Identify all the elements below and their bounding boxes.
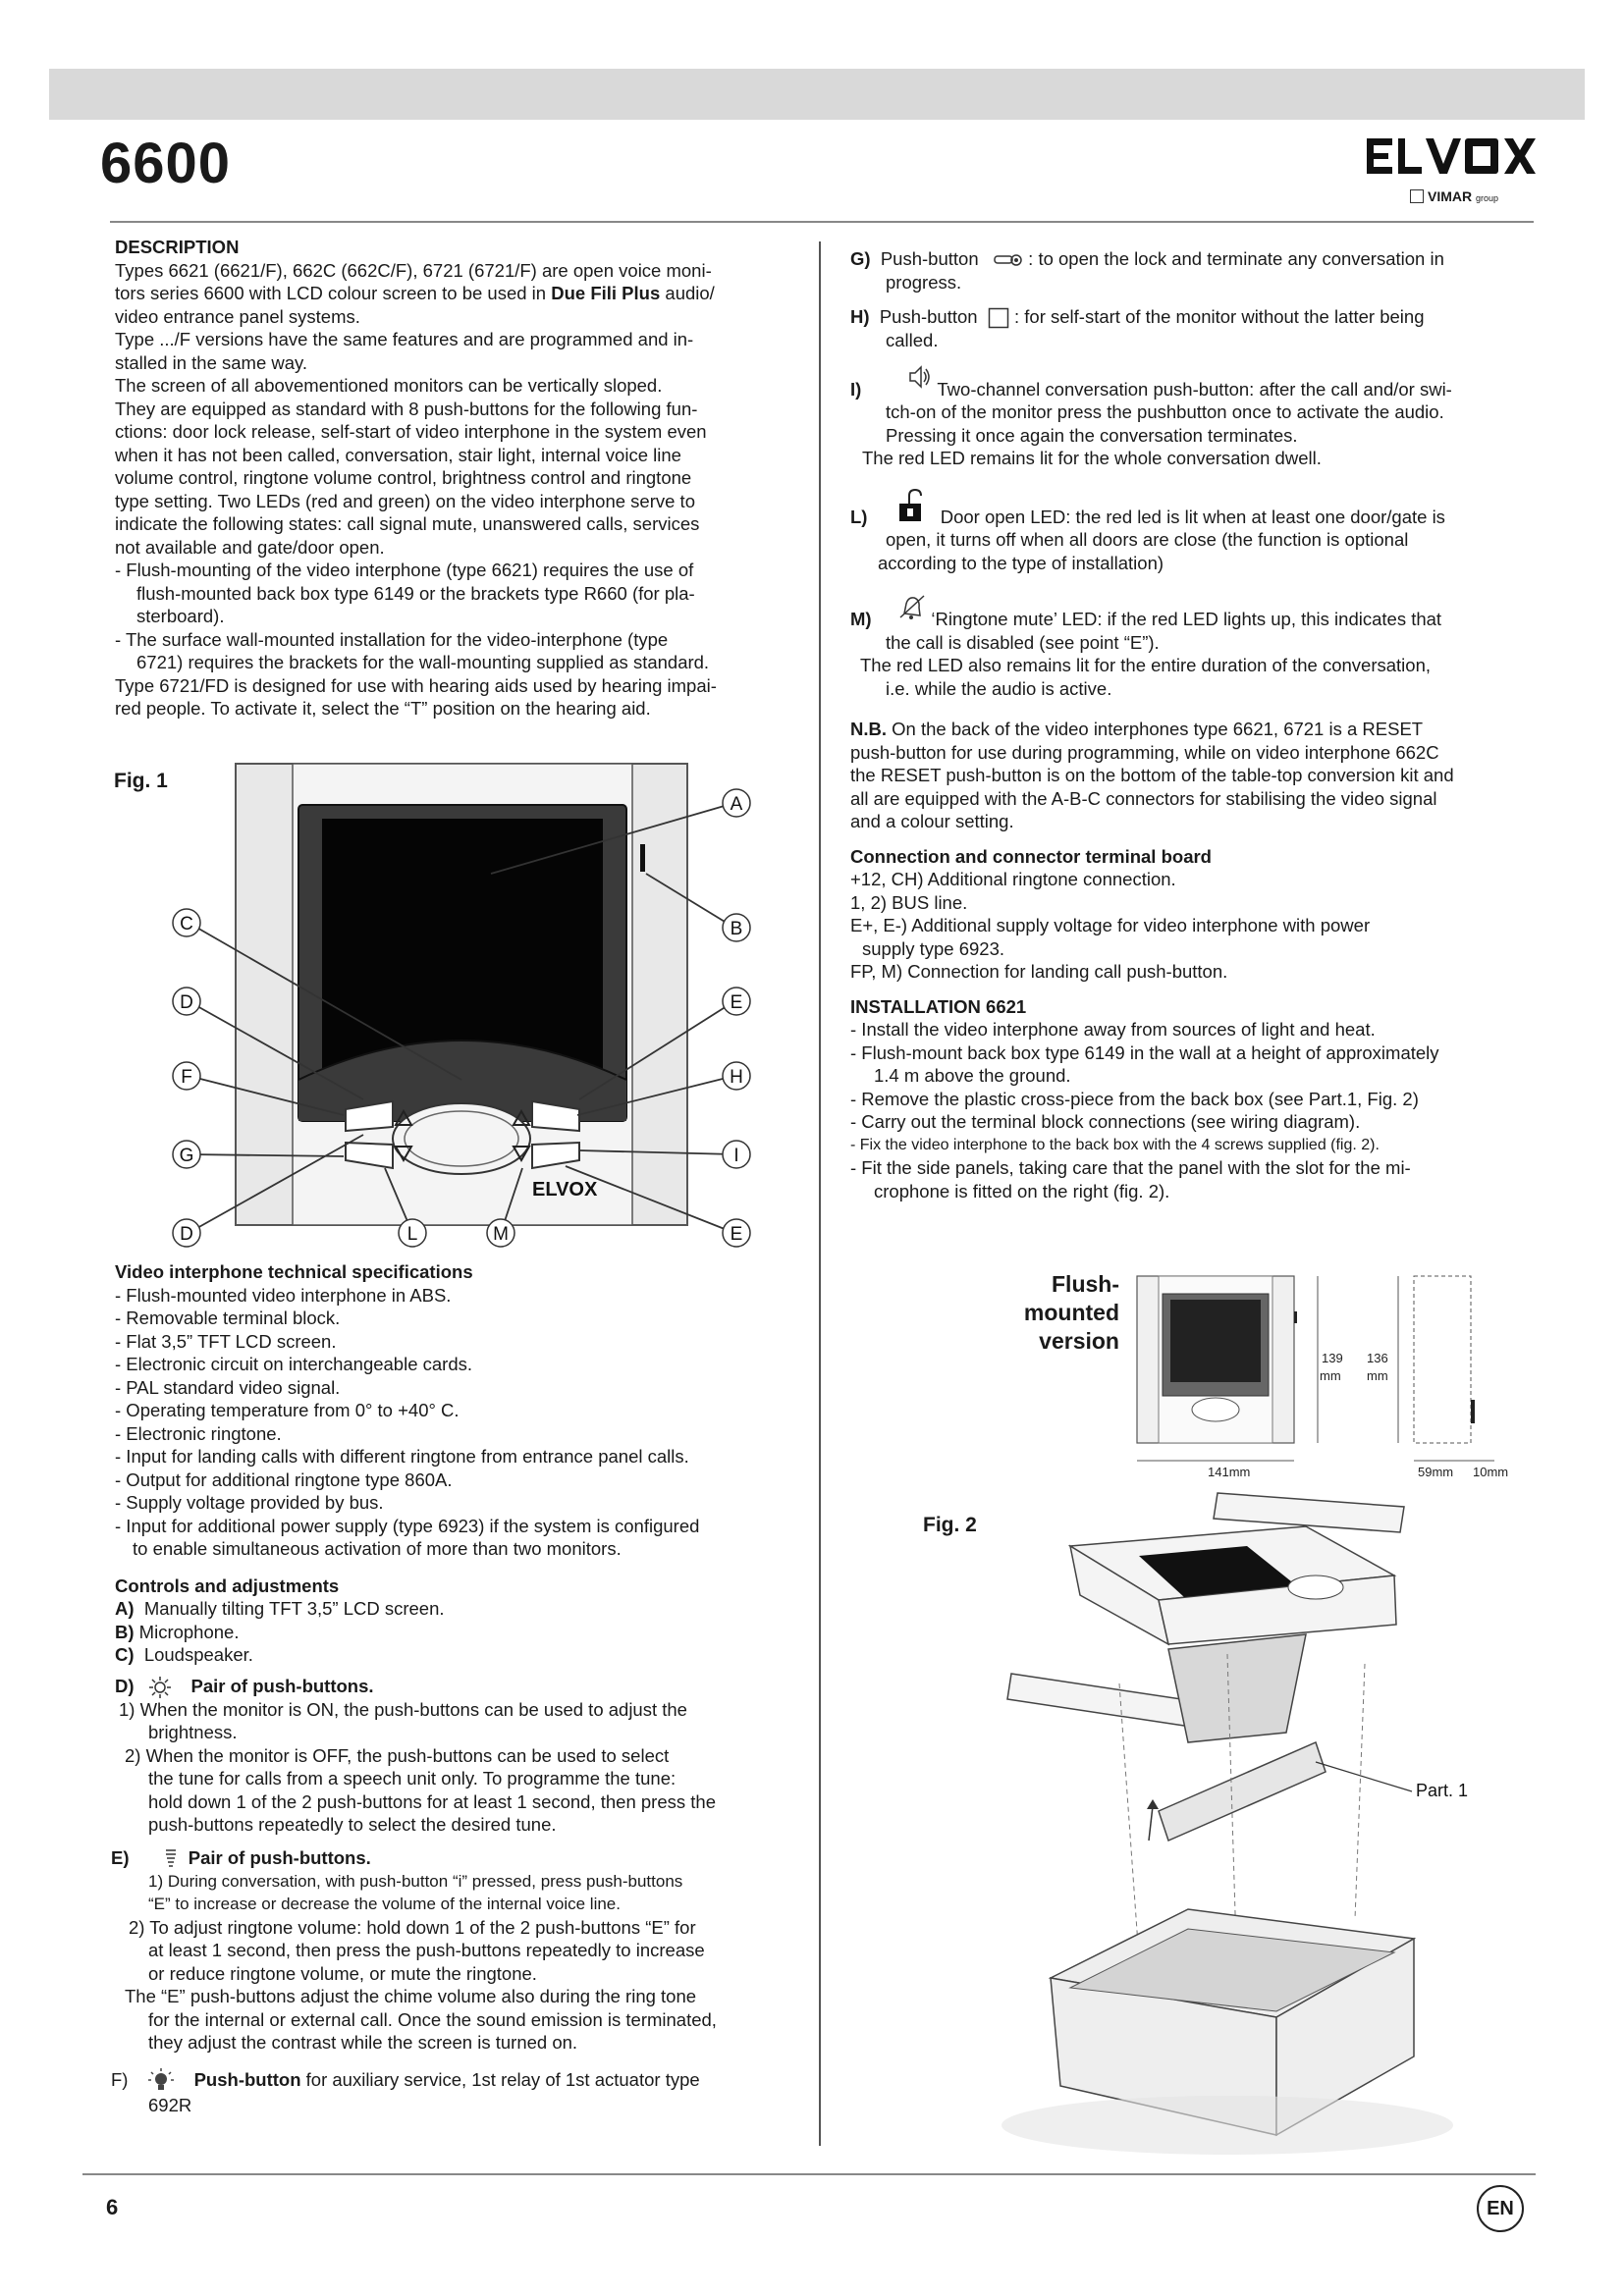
light-bulb-icon	[148, 2068, 174, 2094]
controls-title: Controls and adjustments	[115, 1575, 340, 1596]
text-line: and a colour setting.	[850, 811, 1014, 832]
control-m: M) ‘Ringtone mute’ LED: if the red LED lights up, this indicates that	[850, 592, 1538, 631]
page-number: 6	[106, 2195, 119, 2219]
callout-e-bottom: E	[730, 1224, 743, 1245]
callout-i: I	[733, 1146, 739, 1166]
spec-item: - Electronic circuit on interchangeable cards.	[115, 1354, 473, 1374]
callout-h: H	[730, 1067, 743, 1088]
nb-note: N.B. On the back of the video interphones type 6621, 6721 is a RESET	[850, 719, 1424, 740]
fig2-installation-diagram	[992, 1487, 1522, 2164]
text-line: supply type 6923.	[862, 937, 1005, 959]
control-l: L) Door open LED: the red led is lit when at least one door/gate is	[850, 488, 1538, 529]
dim-10: 10mm	[1473, 1465, 1509, 1479]
text-line: at least 1 second, then press the push-buttons repeatedly to increase	[148, 1940, 705, 1961]
text-line: 1) When the monitor is ON, the push-buttons can be used to adjust the	[119, 1698, 687, 1720]
flush-mounted-label	[1011, 1270, 1119, 1356]
text-line: i.e. while the audio is active.	[886, 677, 1112, 699]
text-line: the call is disabled (see point “E”).	[886, 631, 1160, 653]
text-line: The red LED remains lit for the whole conversation dwell.	[862, 448, 1322, 469]
spec-item: - Removable terminal block.	[115, 1308, 341, 1328]
specs-title: Video interphone technical specifications	[115, 1261, 473, 1282]
text-line: Types 6621 (6621/F), 662C (662C/F), 6721 (6721/F) are open voice moni-	[115, 259, 712, 281]
text-line: push-button for use during programming, while on video interphone 662C	[850, 741, 1439, 763]
installation-title: INSTALLATION 6621	[850, 995, 1027, 1017]
svg-text:ELVOX: ELVOX	[532, 1179, 598, 1201]
bullet-line: - Flush-mount back box type 6149 in the wall at a height of approximately	[850, 1041, 1439, 1063]
spec-item: - Output for additional ringtone type 860A.	[115, 1468, 453, 1490]
footer-rule	[82, 2173, 1536, 2175]
spacer	[115, 1837, 792, 1846]
callout-f: F	[181, 1067, 192, 1088]
left-column-specs	[111, 1260, 792, 2116]
text-line: for the internal or external call. Once the sound emission is terminated,	[148, 2008, 717, 2030]
text-line: red people. To activate it, select the “T” position on the hearing aid.	[115, 698, 651, 719]
vimar-group-logo: VIMAR group	[1410, 188, 1498, 204]
text-line: tch-on of the monitor press the pushbutton once to activate the audio.	[886, 401, 1444, 423]
fig1-label: Fig. 1	[114, 770, 168, 792]
spec-item: - Operating temperature from 0° to +40° C.	[115, 1400, 460, 1420]
square-icon	[988, 307, 1009, 329]
spacer	[850, 833, 1538, 845]
spacer	[115, 1561, 792, 1575]
control-c: C) Loudspeaker.	[115, 1644, 253, 1665]
text-line: 1, 2) BUS line.	[850, 891, 968, 913]
spec-item: - Input for landing calls with different ringtone from entrance panel calls.	[115, 1446, 689, 1467]
callout-d: D	[180, 992, 193, 1013]
text-line: Pressing it once again the conversation terminates.	[886, 424, 1298, 446]
dim-139: 139	[1322, 1351, 1343, 1365]
spacer	[115, 2055, 792, 2068]
spec-item: - PAL standard video signal.	[115, 1376, 341, 1398]
text-line: Type .../F versions have the same features and are programmed and in-	[115, 329, 694, 349]
column-divider	[819, 241, 821, 2146]
dim-139-unit: mm	[1320, 1368, 1341, 1383]
volume-icon	[164, 1848, 178, 1870]
text-line: stalled in the same way.	[115, 351, 308, 373]
text-line: brightness.	[148, 1722, 238, 1743]
flush-label-line: mounted	[1023, 1300, 1119, 1325]
text-line: 1) During conversation, with push-button “i” pressed, press push-buttons	[148, 1871, 683, 1891]
spec-item: - Supply voltage provided by bus.	[115, 1492, 384, 1513]
connection-title: Connection and connector terminal board	[850, 845, 1212, 867]
bullet-line: - The surface wall-mounted installation for the video-interphone (type	[115, 628, 669, 650]
spec-item: - Flush-mounted video interphone in ABS.	[115, 1284, 452, 1306]
dim-136: 136	[1367, 1351, 1388, 1365]
text-line: 6721) requires the brackets for the wall-mounting supplied as standard.	[136, 652, 710, 672]
callout-g: G	[179, 1146, 194, 1166]
text-line: push-buttons repeatedly to select the desired tune.	[148, 1814, 557, 1836]
bullet-line: - Fit the side panels, taking care that the panel with the slot for the mi-	[850, 1157, 1411, 1179]
spec-item: - Electronic ringtone.	[115, 1422, 282, 1444]
text-line: hold down 1 of the 2 push-buttons for at least 1 second, then press the	[148, 1790, 716, 1812]
spacer	[850, 470, 1538, 488]
text-line: open, it turns off when all doors are close (the function is optional	[886, 529, 1409, 551]
control-a: A) Manually tilting TFT 3,5” LCD screen.	[115, 1598, 445, 1619]
control-h: H) Push-button : for self-start of the monitor without the latter being	[850, 305, 1538, 329]
text-line: they adjust the contrast while the screen is turned on.	[148, 2032, 578, 2054]
text-line: the RESET push-button is on the bottom of the table-top conversion kit and	[850, 765, 1454, 786]
text-line: The screen of all abovementioned monitors can be vertically sloped.	[115, 375, 663, 396]
text-line: or reduce ringtone volume, or mute the ringtone.	[148, 1962, 537, 1984]
part1-label: Part. 1	[1416, 1781, 1469, 1800]
text-line: ctions: door lock release, self-start of video interphone in the system even	[115, 421, 707, 442]
callout-c: C	[180, 914, 193, 934]
key-icon	[994, 253, 1023, 267]
control-b: B) Microphone.	[115, 1621, 240, 1642]
text-line: The “E” push-buttons adjust the chime volume also during the ring tone	[125, 1986, 697, 2007]
ringtone-mute-icon	[896, 592, 926, 621]
text-line: type setting. Two LEDs (red and green) on the video interphone serve to	[115, 490, 695, 511]
text-line: 692R	[148, 2094, 192, 2115]
text-line: 1.4 m above the ground.	[874, 1065, 1071, 1087]
flush-mounted-dimensions-diagram	[1129, 1272, 1542, 1488]
control-g: G) Push-button : to open the lock and terminate any conversation in	[850, 248, 1444, 269]
spacer	[850, 700, 1538, 718]
spacer	[850, 352, 1538, 362]
text-line: tors series 6600 with LCD colour screen to be used in Due Fili Plus audio/	[115, 283, 715, 303]
description-title: DESCRIPTION	[115, 237, 240, 257]
text-line: 2) When the monitor is OFF, the push-buttons can be used to select	[125, 1744, 670, 1766]
control-f: F) Push-button for auxiliary service, 1st relay of 1st actuator type	[111, 2068, 792, 2094]
text-line: the tune for calls from a speech unit only. To programme the tune:	[148, 1768, 677, 1789]
callout-b: B	[730, 919, 743, 939]
dim-141: 141mm	[1208, 1465, 1251, 1479]
control-d: D) Pair of push-buttons.	[115, 1675, 792, 1698]
text-line: video entrance panel systems.	[115, 305, 360, 327]
callout-l: L	[406, 1224, 418, 1245]
header-bar	[49, 69, 1585, 120]
text-line: The red LED also remains lit for the entire duration of the conversation,	[860, 655, 1431, 676]
text-line: Type 6721/FD is designed for use with hearing aids used by hearing impai-	[115, 674, 717, 696]
control-e: E) Pair of push-buttons.	[111, 1846, 792, 1870]
spacer	[115, 1667, 792, 1675]
text-line: flush-mounted back box type 6149 or the brackets type R660 (for pla-	[136, 582, 695, 604]
fig2-label: Fig. 2	[923, 1514, 977, 1536]
spacer	[850, 294, 1538, 305]
spacer	[850, 984, 1538, 995]
brightness-icon	[149, 1677, 171, 1698]
text-line: not available and gate/door open.	[115, 536, 385, 558]
bullet-line: - Remove the plastic cross-piece from the back box (see Part.1, Fig. 2)	[850, 1088, 1419, 1109]
flush-label-line: Flush-	[1052, 1271, 1119, 1297]
text-line: to enable simultaneous activation of more than two monitors.	[133, 1538, 622, 1559]
text-line: all are equipped with the A-B-C connectors for stabilising the video signal	[850, 787, 1437, 809]
right-column-text	[850, 247, 1538, 1202]
text-line: when it has not been called, conversation, stair light, internal voice line	[115, 444, 681, 465]
text-line: called.	[886, 330, 939, 351]
callout-a: A	[730, 794, 743, 815]
flush-label-line: version	[1039, 1328, 1119, 1354]
text-line: +12, CH) Additional ringtone connection.	[850, 869, 1176, 890]
language-badge: EN	[1477, 2185, 1524, 2232]
bullet-line: - Fix the video interphone to the back box with the 4 screws supplied (fig. 2).	[850, 1136, 1380, 1153]
bullet-line: - Flush-mounting of the video interphone (type 6621) requires the use of	[115, 560, 694, 580]
elvox-logo	[1367, 134, 1536, 178]
text-line: E+, E-) Additional supply voltage for video interphone with power	[850, 915, 1371, 936]
left-column-description	[115, 236, 792, 721]
text-line: according to the type of installation)	[878, 552, 1164, 573]
spec-item: - Flat 3,5” TFT LCD screen.	[115, 1330, 337, 1352]
text-line: sterboard).	[136, 606, 225, 626]
text-line: indicate the following states: call signal mute, unanswered calls, services	[115, 513, 700, 534]
callout-e: E	[730, 992, 743, 1013]
spacer	[850, 574, 1538, 592]
text-line: “E” to increase or decrease the volume of the internal voice line.	[148, 1895, 621, 1914]
bullet-line: - Carry out the terminal block connections (see wiring diagram).	[850, 1111, 1361, 1133]
text-line: volume control, ringtone volume control, brightness control and ringtone	[115, 467, 692, 488]
control-i: I) Two-channel conversation push-button: after the call and/or swi-	[850, 364, 1538, 401]
text-line: FP, M) Connection for landing call push-button.	[850, 961, 1228, 983]
model-title: 6600	[100, 132, 232, 195]
text-line: 2) To adjust ringtone volume: hold down 1 of the 2 push-buttons “E” for	[129, 1916, 696, 1938]
text-line: crophone is fitted on the right (fig. 2).	[874, 1180, 1170, 1201]
callout-d-bottom: D	[180, 1224, 193, 1245]
header-rule	[110, 221, 1534, 223]
callout-m: M	[493, 1224, 509, 1245]
door-lock-icon	[897, 488, 925, 523]
dim-59: 59mm	[1418, 1465, 1454, 1479]
dim-136-unit: mm	[1367, 1368, 1388, 1383]
text-line: They are equipped as standard with 8 push-buttons for the following fun-	[115, 398, 698, 419]
fig1-monitor-diagram	[167, 756, 776, 1256]
bullet-line: - Install the video interphone away from sources of light and heat.	[850, 1019, 1376, 1041]
spec-item: - Input for additional power supply (type 6923) if the system is configured	[115, 1515, 700, 1536]
speaker-icon	[907, 364, 933, 390]
text-line: progress.	[886, 271, 962, 293]
